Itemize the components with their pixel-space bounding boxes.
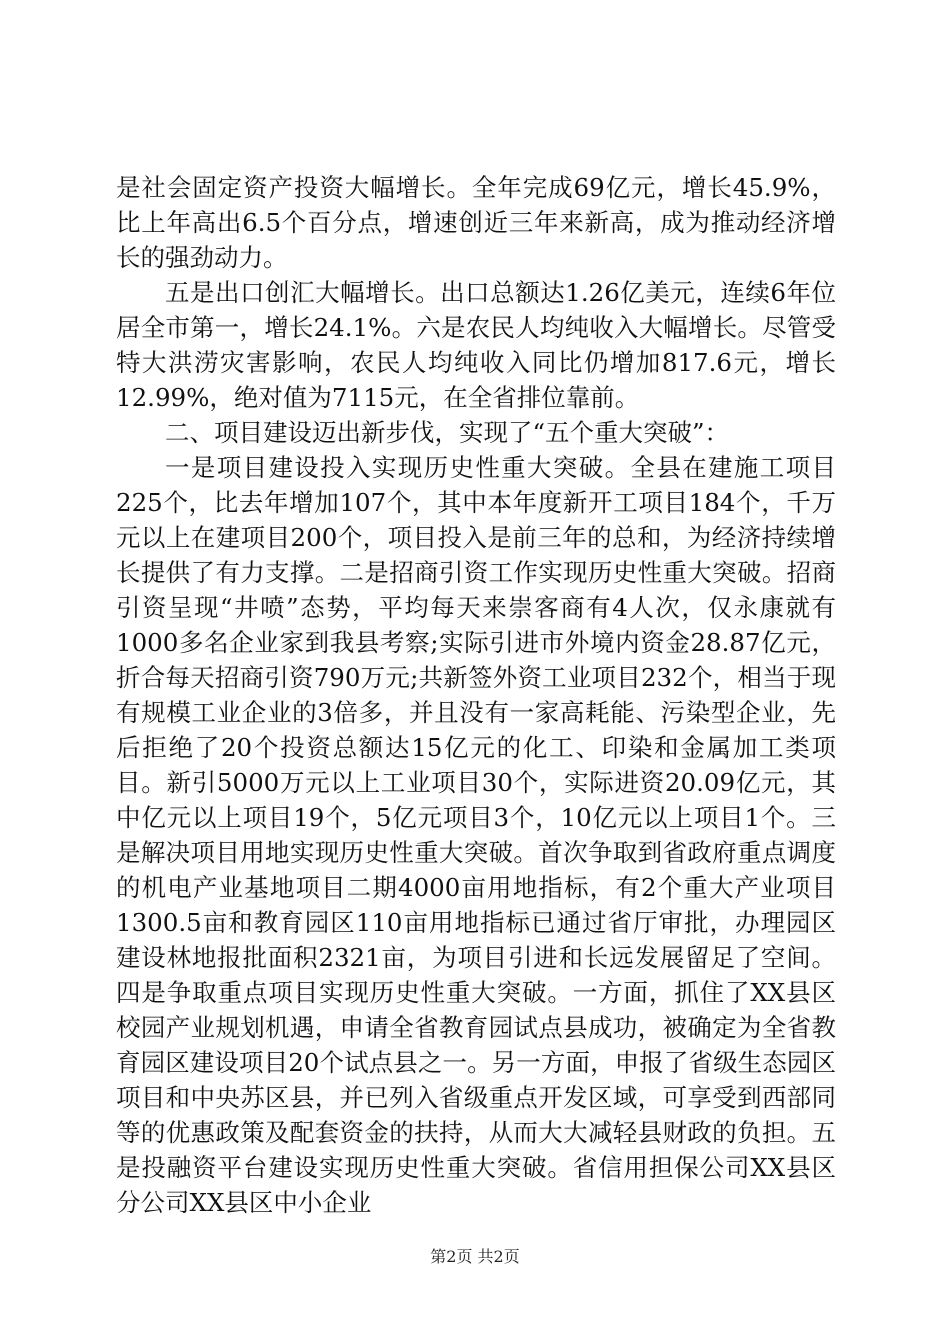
paragraph-investment: 是社会固定资产投资大幅增长。全年完成69亿元，增长45.9%，比上年高出6.5个百分点，增速创近三年来新高，成为推动经济增长的强劲动力。 <box>116 173 836 272</box>
document-body <box>116 170 836 1220</box>
page-footer: 第2页 共2页 <box>430 1247 520 1266</box>
section-heading-project-construction: 二、项目建设迈出新步伐，实现了“五个重大突破”： <box>165 418 730 447</box>
paragraph-export-income: 五是出口创汇大幅增长。出口总额达1.26亿美元，连续6年位居全市第一，增长24.1%。六是农民人均纯收入大幅增长。尽管受特大洪涝灾害影响，农民人均纯收入同比仍增加817.6元，增长12.99%，绝对值为7115元，在全省排位靠前。 <box>116 278 836 412</box>
paragraph-five-breakthroughs: 一是项目建设投入实现历史性重大突破。全县在建施工项目225个，比去年增加107个，其中本年度新开工项目184个，千万元以上在建项目200个，项目投入是前三年的总和，为经济持续增长提供了有力支撑。二是招商引资工作实现历史性重大突破。招商引资呈现“井喷”态势，平均每天来崇客商有4人次，仅永康就有1000多名企业家到我县考察;实际引进市外境内资金28.87亿元，折合每天招商引资790万元;共新签外资工业项目232个，相当于现有规模工业企业的3倍多，并且没有一家高耗能、污染型企业，先后拒绝了20个投资总额达15亿元的化工、印染和金属加工类项目。新引5000万元以上工业项目30个，实际进资20.09亿元，其中亿元以上项目19个，5亿元项目3个，10亿元以上项目1个。三是解决项目用地实现历史性重大突破。首次争取到省政府重点调度的机电产业基地项目二期4000亩用地指标，有2个重大产业项目1300.5亩和教育园区110亩用地指标已通过省厅审批，办理园区建设林地报批面积2321亩，为项目引进和长远发展留足了空间。四是争取重点项目实现历史性重大突破。一方面，抓住了XX县区校园产业规划机遇，申请全省教育园试点县成功，被确定为全省教育园区建设项目20个试点县之一。另一方面，申报了省级生态园区项目和中央苏区县，并已列入省级重点开发区域，可享受到西部同等的优惠政策及配套资金的扶持，从而大大减轻县财政的负担。五是投融资平台建设实现历史性重大突破。省信用担保公司XX县区分公司XX县区中小企业 <box>116 453 836 1217</box>
